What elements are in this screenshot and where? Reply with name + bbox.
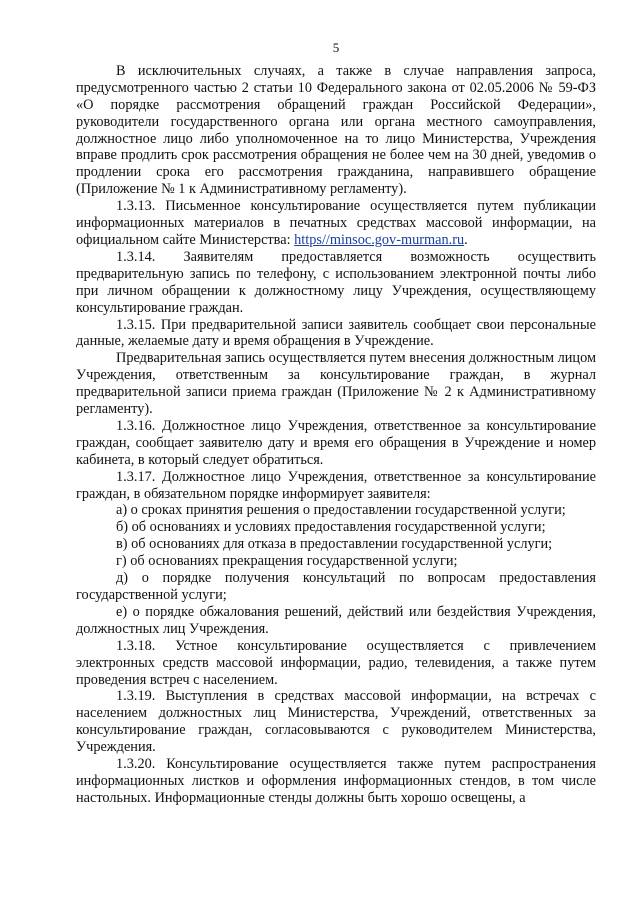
paragraph-1-3-15: 1.3.15. При предварительной записи заявитель сообщает свои персональные данные, желаемые дату и время обращения в Учреждение. <box>76 316 596 350</box>
paragraph-pre-registration: Предварительная запись осуществляется путем внесения должностным лицом Учреждения, ответственным за консультирование граждан, в журнал предварительной записи приема граждан (Приложение № 2 к Административному регламенту). <box>76 350 596 418</box>
paragraph-1-3-16: 1.3.16. Должностное лицо Учреждения, ответственное за консультирование граждан, сообщает заявителю дату и время его обращения в Учреждение и номер кабинета, в который следует обратиться. <box>76 417 596 468</box>
list-item-g: г) об основаниях прекращения государственной услуги; <box>116 553 458 570</box>
paragraph-1-3-13 <box>76 198 596 249</box>
paragraph-1-3-17: 1.3.17. Должностное лицо Учреждения, ответственное за консультирование граждан, в обязательном порядке информирует заявителя: <box>76 468 596 502</box>
paragraph-1-3-14: 1.3.14. Заявителям предоставляется возможность осуществить предварительную запись по телефону, с использованием электронной почты либо при личном обращении к должностному лицу Учреждения, осуществляющему консультирование граждан. <box>76 248 596 316</box>
ministry-website-link[interactable]: https//minsoc.gov-murman.ru <box>294 231 465 248</box>
list-item-v: в) об основаниях для отказа в предоставлении государственной услуги; <box>116 536 553 553</box>
paragraph-1-3-13-text: 1.3.13. Письменное консультирование осуществляется путем публикации информационных материалов в печатных средствах массовой информации, на официальном сайте Министерства: <box>76 198 596 248</box>
paragraph-1-3-18: 1.3.18. Устное консультирование осуществляется с привлечением электронных средств массовой информации, радио, телевидения, а также путем проведения встреч с населением. <box>76 637 596 688</box>
paragraph-extension-of-term: В исключительных случаях, а также в случае направления запроса, предусмотренного частью 2 статьи 10 Федерального закона от 02.05.2006 № 59-ФЗ «О порядке рассмотрения обращений граждан Российской Федерации», руководители государственного органа или органа местного самоуправления, должностное лицо либо уполномоченное на то лицо Министерства, Учреждения вправе продлить срок рассмотрения обращения не более чем на 30 дней, уведомив о продлении срока его рассмотрения гражданина, направившего обращение (Приложение № 1 к Административному регламенту). <box>76 62 596 198</box>
paragraph-1-3-19: 1.3.19. Выступления в средствах массовой информации, на встречах с населением должностных лиц Министерства, Учреждений, ответственных за консультирование граждан, согласовываются с руководителем Министерства, Учреждения. <box>76 688 596 756</box>
page-number: 5 <box>332 40 340 55</box>
paragraph-1-3-13-end: . <box>464 231 468 248</box>
list-item-d: д) о порядке получения консультаций по вопросам предоставления государственной услуги; <box>76 570 596 603</box>
list-item-e: е) о порядке обжалования решений, действий или бездействия Учреждения, должностных лиц Учреждения. <box>76 603 596 637</box>
list-item-b: б) об основаниях и условиях предоставления государственной услуги; <box>116 519 546 536</box>
paragraph-1-3-20: 1.3.20. Консультирование осуществляется также путем распространения информационных листков и оформления информационных стендов, в том числе настольных. Информационные стенды должны быть хорошо освещены, а <box>76 756 596 806</box>
list-item-a: а) о сроках принятия решения о предоставлении государственной услуги; <box>116 502 566 519</box>
